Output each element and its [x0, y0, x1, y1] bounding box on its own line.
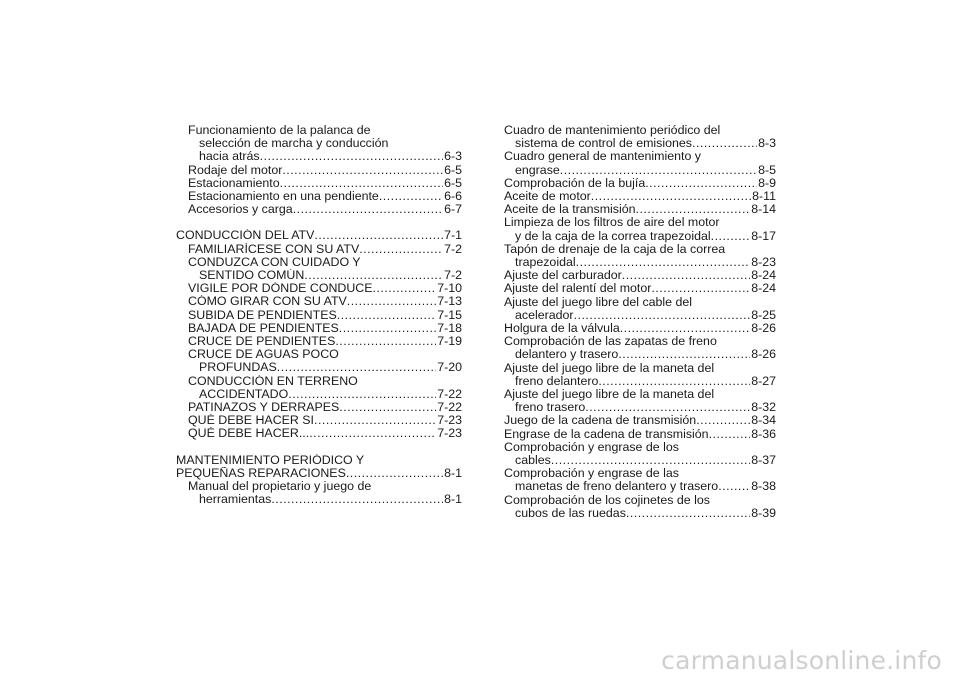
- toc-entry-title: selección de marcha y conducción: [199, 137, 389, 151]
- toc-page-number: 8-24: [751, 269, 776, 283]
- toc-entry-title: QUÉ DEBE HACER SI: [188, 414, 314, 428]
- toc-page-number: 8-1: [444, 493, 462, 507]
- toc-entry[interactable]: [176, 295, 462, 308]
- toc-entry[interactable]: [504, 243, 776, 269]
- dot-leader: [560, 164, 757, 177]
- toc-entry[interactable]: [176, 177, 462, 190]
- toc-entry-title: Comprobación de las zapatas de freno: [504, 335, 717, 349]
- toc-entry-title: QUÉ DEBE HACER...: [188, 427, 310, 441]
- toc-entry-title: Comprobación y engrase de los: [504, 440, 679, 454]
- toc-entry[interactable]: [504, 322, 776, 335]
- toc-entry-title: CRUCE DE AGUAS POCO: [188, 348, 339, 362]
- toc-entry-title: ACCIDENTADO: [199, 387, 289, 401]
- toc-entry-title: PATINAZOS Y DERRAPES: [188, 401, 340, 415]
- toc-page-number: 8-36: [751, 427, 776, 441]
- toc-page-number: 8-32: [751, 401, 776, 415]
- toc-entry[interactable]: [504, 362, 776, 388]
- toc-entry-title: cubos de las ruedas: [515, 506, 626, 520]
- toc-page-number: 7-15: [437, 308, 462, 322]
- toc-entry[interactable]: [176, 348, 462, 374]
- dot-leader: [718, 480, 750, 493]
- toc-page-number: 7-22: [437, 387, 462, 401]
- toc-entry[interactable]: [504, 335, 776, 361]
- toc-entry-title: MANTENIMIENTO PERIÓDICO Y: [176, 453, 365, 467]
- dot-leader: [314, 229, 443, 242]
- toc-entry[interactable]: [176, 401, 462, 414]
- toc-entry-title: Limpieza de los filtros de aire del motor: [504, 216, 720, 230]
- toc-page-number: 8-17: [751, 229, 776, 243]
- dot-leader: [288, 388, 436, 401]
- dot-leader: [337, 309, 436, 322]
- toc-entry[interactable]: [176, 124, 462, 164]
- toc-entry[interactable]: [176, 375, 462, 401]
- toc-entry-title: Comprobación y engrase de las: [504, 467, 679, 481]
- toc-entry-title: FAMILIARÍCESE CON SU ATV: [188, 242, 360, 256]
- dot-leader: [636, 203, 751, 216]
- toc-entry[interactable]: [504, 441, 776, 467]
- toc-page-number: 7-22: [437, 401, 462, 415]
- dot-leader: [620, 322, 750, 335]
- toc-entry[interactable]: [504, 414, 776, 427]
- toc-page-number: 8-1: [444, 466, 462, 480]
- dot-leader: [260, 150, 443, 163]
- dot-leader: [309, 427, 436, 440]
- toc-entry-title: CONDUZCA CON CUIDADO Y: [188, 255, 361, 269]
- toc-entry-title: Estacionamiento: [188, 176, 280, 190]
- toc-page-number: 8-3: [758, 137, 776, 151]
- toc-entry[interactable]: [176, 427, 462, 440]
- toc-page-number: 8-23: [751, 256, 776, 270]
- toc-entry[interactable]: [504, 428, 776, 441]
- toc-entry-title: trapezoidal: [515, 256, 576, 270]
- toc-entry[interactable]: [176, 309, 462, 322]
- toc-entry-title: Ajuste del carburador: [504, 269, 622, 283]
- dot-leader: [645, 177, 757, 190]
- toc-entry-title: Ajuste del juego libre del cable del: [504, 295, 693, 309]
- dot-leader: [598, 375, 750, 388]
- toc-page-number: 8-38: [751, 480, 776, 494]
- dot-leader: [280, 177, 443, 190]
- toc-entry[interactable]: [176, 480, 462, 506]
- toc-entry[interactable]: [176, 190, 462, 203]
- toc-page-number: 6-6: [444, 190, 462, 204]
- toc-entry[interactable]: [504, 190, 776, 203]
- dot-leader: [347, 295, 436, 308]
- toc-entry[interactable]: [176, 414, 462, 427]
- toc-entry-title: engrase: [515, 163, 560, 177]
- toc-entry-title: CONDUCCIÓN EN TERRENO: [188, 374, 358, 388]
- toc-page-number: 7-2: [444, 269, 462, 283]
- toc-entry-title: Juego de la cadena de transmisión: [504, 414, 697, 428]
- toc-entry-title: Holgura de la válvula: [504, 322, 620, 336]
- toc-entry-title: freno trasero: [515, 401, 586, 415]
- toc-entry-title: Ajuste del juego libre de la maneta del: [504, 388, 715, 402]
- toc-page-number: 7-2: [444, 242, 462, 256]
- toc-entry-title: SENTIDO COMÚN: [199, 269, 305, 283]
- toc-entry[interactable]: [504, 494, 776, 520]
- toc-page-number: 7-10: [437, 282, 462, 296]
- toc-page-number: 7-1: [444, 229, 462, 243]
- watermark: carmanualsonline.info: [661, 646, 942, 675]
- toc-entry-title: Engrase de la cadena de transmisión: [504, 427, 709, 441]
- toc-entry-title: cables: [515, 454, 551, 468]
- dot-leader: [346, 467, 443, 480]
- toc-entry[interactable]: [176, 282, 462, 295]
- dot-leader: [379, 190, 443, 203]
- toc-entry-title: Ajuste del juego libre de la maneta del: [504, 361, 715, 375]
- toc-entry-title: BAJADA DE PENDIENTES: [188, 321, 339, 335]
- toc-entry-title: Cuadro de mantenimiento periódico del: [504, 124, 721, 137]
- dot-leader: [585, 401, 750, 414]
- toc-entry-title: Aceite de motor: [504, 190, 591, 204]
- toc-page-number: 8-26: [751, 322, 776, 336]
- dot-leader: [711, 230, 751, 243]
- toc-entry-title: Cuadro general de mantenimiento y: [504, 150, 701, 164]
- toc-page-number: 8-26: [751, 348, 776, 362]
- toc-page-number: 6-5: [444, 176, 462, 190]
- dot-leader: [626, 507, 750, 520]
- dot-leader: [293, 203, 443, 216]
- toc-entry[interactable]: [176, 322, 462, 335]
- toc-page-number: 8-37: [751, 454, 776, 468]
- toc-entry-title: herramientas: [199, 493, 272, 507]
- toc-page-number: 8-24: [751, 282, 776, 296]
- toc-entry-title: Funcionamiento de la palanca de: [188, 124, 371, 137]
- toc-entry[interactable]: [504, 150, 776, 176]
- toc-page-number: 7-18: [437, 321, 462, 335]
- toc-entry[interactable]: [504, 269, 776, 282]
- toc-entry-title: freno delantero: [515, 374, 599, 388]
- toc-entry-title: CRUCE DE PENDIENTES: [188, 335, 336, 349]
- toc-entry-title: Comprobación de la bujía: [504, 176, 646, 190]
- toc-entry-title: y de la caja de la correa trapezoidal: [515, 229, 711, 243]
- dot-leader: [591, 190, 751, 203]
- dot-leader: [618, 348, 750, 361]
- toc-entry-title: Estacionamiento en una pendiente: [188, 190, 379, 204]
- dot-leader: [622, 269, 750, 282]
- toc-entry[interactable]: [176, 243, 462, 256]
- dot-leader: [304, 269, 443, 282]
- toc-page-number: 7-19: [437, 335, 462, 349]
- toc-entry[interactable]: [176, 454, 462, 480]
- toc-page-number: 7-23: [437, 427, 462, 441]
- toc-entry[interactable]: [176, 203, 462, 216]
- toc-entry[interactable]: [504, 203, 776, 216]
- dot-leader: [574, 309, 751, 322]
- toc-entry[interactable]: [504, 296, 776, 322]
- dot-leader: [335, 335, 436, 348]
- dot-leader: [271, 493, 443, 506]
- dot-leader: [709, 428, 751, 441]
- toc-page-number: 7-23: [437, 414, 462, 428]
- dot-leader: [692, 137, 757, 150]
- toc-page-number: 8-9: [758, 176, 776, 190]
- toc-entry[interactable]: [504, 124, 776, 150]
- toc-page-number: 6-3: [444, 150, 462, 164]
- toc-page-number: 8-25: [751, 308, 776, 322]
- dot-leader: [314, 414, 436, 427]
- toc-page-number: 8-11: [752, 190, 776, 204]
- dot-leader: [339, 401, 436, 414]
- toc-column-left: [176, 124, 462, 506]
- dot-leader: [551, 454, 750, 467]
- dot-leader: [576, 256, 751, 269]
- dot-leader: [282, 164, 443, 177]
- toc-column-right: [504, 124, 776, 520]
- toc-entry-title: hacia atrás: [199, 150, 260, 164]
- toc-page-number: 7-13: [437, 295, 462, 309]
- toc-page-number: 6-5: [444, 163, 462, 177]
- toc-page-number: 8-5: [758, 163, 776, 177]
- dot-leader: [277, 361, 436, 374]
- dot-leader: [373, 282, 437, 295]
- toc-page-number: 8-39: [751, 506, 776, 520]
- toc-entry-title: Tapón de drenaje de la caja de la correa: [504, 242, 726, 256]
- toc-entry-title: Comprobación de los cojinetes de los: [504, 493, 710, 507]
- toc-entry-title: CONDUCCIÓN DEL ATV: [176, 229, 315, 243]
- dot-leader: [651, 282, 750, 295]
- toc-entry-title: Manual del propietario y juego de: [188, 480, 372, 494]
- toc-entry-title: delantero y trasero: [515, 348, 619, 362]
- toc-entry-title: PROFUNDAS: [199, 361, 277, 375]
- toc-entry-title: CÓMO GIRAR CON SU ATV: [188, 295, 347, 309]
- toc-entry-title: Rodaje del motor: [188, 163, 283, 177]
- toc-entry[interactable]: [504, 282, 776, 295]
- toc-entry[interactable]: [504, 388, 776, 414]
- toc-entry[interactable]: [176, 229, 462, 242]
- toc-entry-title: SUBIDA DE PENDIENTES: [188, 308, 337, 322]
- toc-entry[interactable]: [504, 216, 776, 242]
- toc-entry[interactable]: [176, 335, 462, 348]
- toc-entry-title: Aceite de la transmisión: [504, 203, 636, 217]
- toc-entry-title: Ajuste del ralentí del motor: [504, 282, 652, 296]
- toc-entry-title: VIGILE POR DÓNDE CONDUCE: [188, 282, 373, 296]
- toc-entry[interactable]: [176, 164, 462, 177]
- toc-page-number: 8-34: [751, 414, 776, 428]
- dot-leader: [339, 322, 436, 335]
- toc-entry-title: acelerador: [515, 308, 574, 322]
- toc-page-number: 7-20: [437, 361, 462, 375]
- toc-entry-title: PEQUEÑAS REPARACIONES: [176, 466, 346, 480]
- toc-page-number: 8-14: [751, 203, 776, 217]
- toc-entry[interactable]: [504, 177, 776, 190]
- dot-leader: [359, 243, 443, 256]
- toc-entry[interactable]: [176, 256, 462, 282]
- toc-page-number: 8-27: [751, 374, 776, 388]
- toc-entry[interactable]: [504, 467, 776, 493]
- dot-leader: [696, 414, 750, 427]
- toc-page-number: 6-7: [444, 203, 462, 217]
- toc-entry-title: manetas de freno delantero y trasero: [515, 480, 719, 494]
- toc-entry-title: Accesorios y carga: [188, 203, 293, 217]
- toc-entry-title: sistema de control de emisiones: [515, 137, 692, 151]
